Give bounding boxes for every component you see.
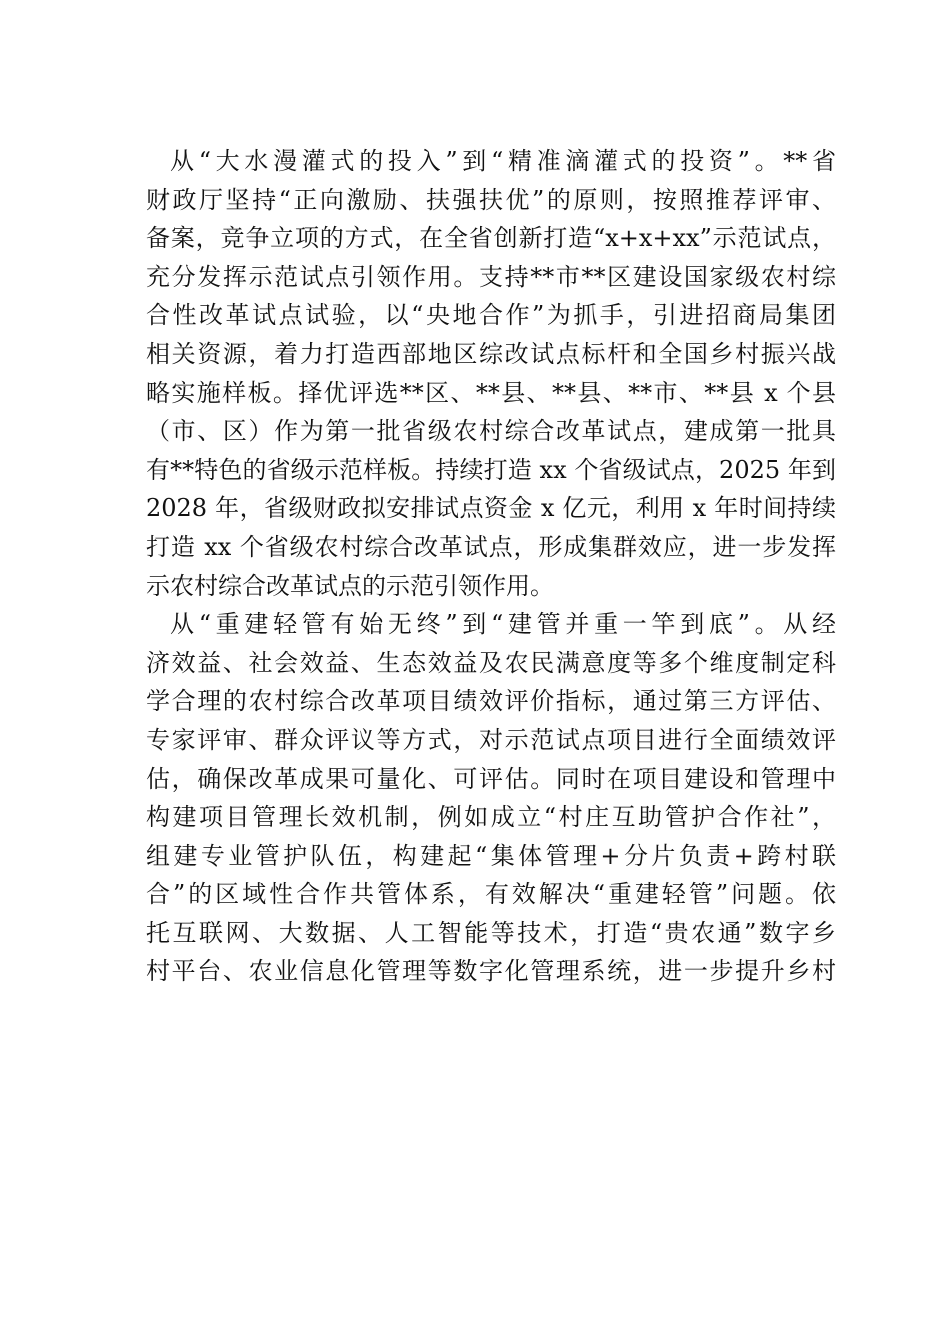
paragraph-line: 有**特色的省级示范样板。持续打造 xx 个省级试点，2025 年到 [146,455,836,484]
paragraph-line: 济效益、社会效益、生态效益及农民满意度等多个维度制定科 [146,648,836,677]
paragraph-line: 2028 年，省级财政拟安排试点资金 x 亿元，利用 x 年时间持续 [146,494,836,523]
paragraph-line: 组建专业管护队伍，构建起“集体管理+分片负责+跨村联 [146,841,836,870]
paragraph-line: 从“大水漫灌式的投入”到“精准滴灌式的投资”。**省 [170,147,836,175]
paragraph-line: 学合理的农村综合改革项目绩效评价指标，通过第三方评估、 [146,687,836,716]
paragraph-line: 备案，竞争立项的方式，在全省创新打造“x+x+xx”示范试点， [146,224,836,253]
paragraph-line: （市、区）作为第一批省级农村综合改革试点，建成第一批具 [146,417,836,446]
paragraph-line: 合”的区域性合作共管体系，有效解决“重建轻管”问题。依 [146,880,836,909]
paragraph-line: 托互联网、大数据、人工智能等技术，打造“贵农通”数字乡 [146,918,836,947]
document-body [146,142,836,991]
paragraph-line: 村平台、农业信息化管理等数字化管理系统，进一步提升乡村 [146,957,836,986]
paragraph-line: 略实施样板。择优评选**区、**县、**县、**市、**县 x 个县 [146,378,836,407]
paragraph-line: 估，确保改革成果可量化、可评估。同时在项目建设和管理中 [146,764,836,793]
paragraph-line: 构建项目管理长效机制，例如成立“村庄互助管护合作社”， [146,803,836,832]
paragraph-line: 财政厅坚持“正向激励、扶强扶优”的原则，按照推荐评审、 [146,185,836,214]
paragraph-line: 专家评审、群众评议等方式，对示范试点项目进行全面绩效评 [146,725,836,754]
paragraph-line: 合性改革试点试验，以“央地合作”为抓手，引进招商局集团 [146,301,836,330]
paragraph-line: 相关资源，着力打造西部地区综改试点标杆和全国乡村振兴战 [146,339,836,368]
paragraph-management [146,605,836,991]
paragraph-line: 打造 xx 个省级农村综合改革试点，形成集群效应，进一步发挥 [146,532,836,561]
paragraph-line: 充分发挥示范试点引领作用。支持**市**区建设国家级农村综 [146,262,836,291]
paragraph-line: 从“重建轻管有始无终”到“建管并重一竿到底”。从经 [170,610,836,639]
paragraph-investment [146,142,836,605]
paragraph-line: 示农村综合改革试点的示范引领作用。 [146,571,554,600]
